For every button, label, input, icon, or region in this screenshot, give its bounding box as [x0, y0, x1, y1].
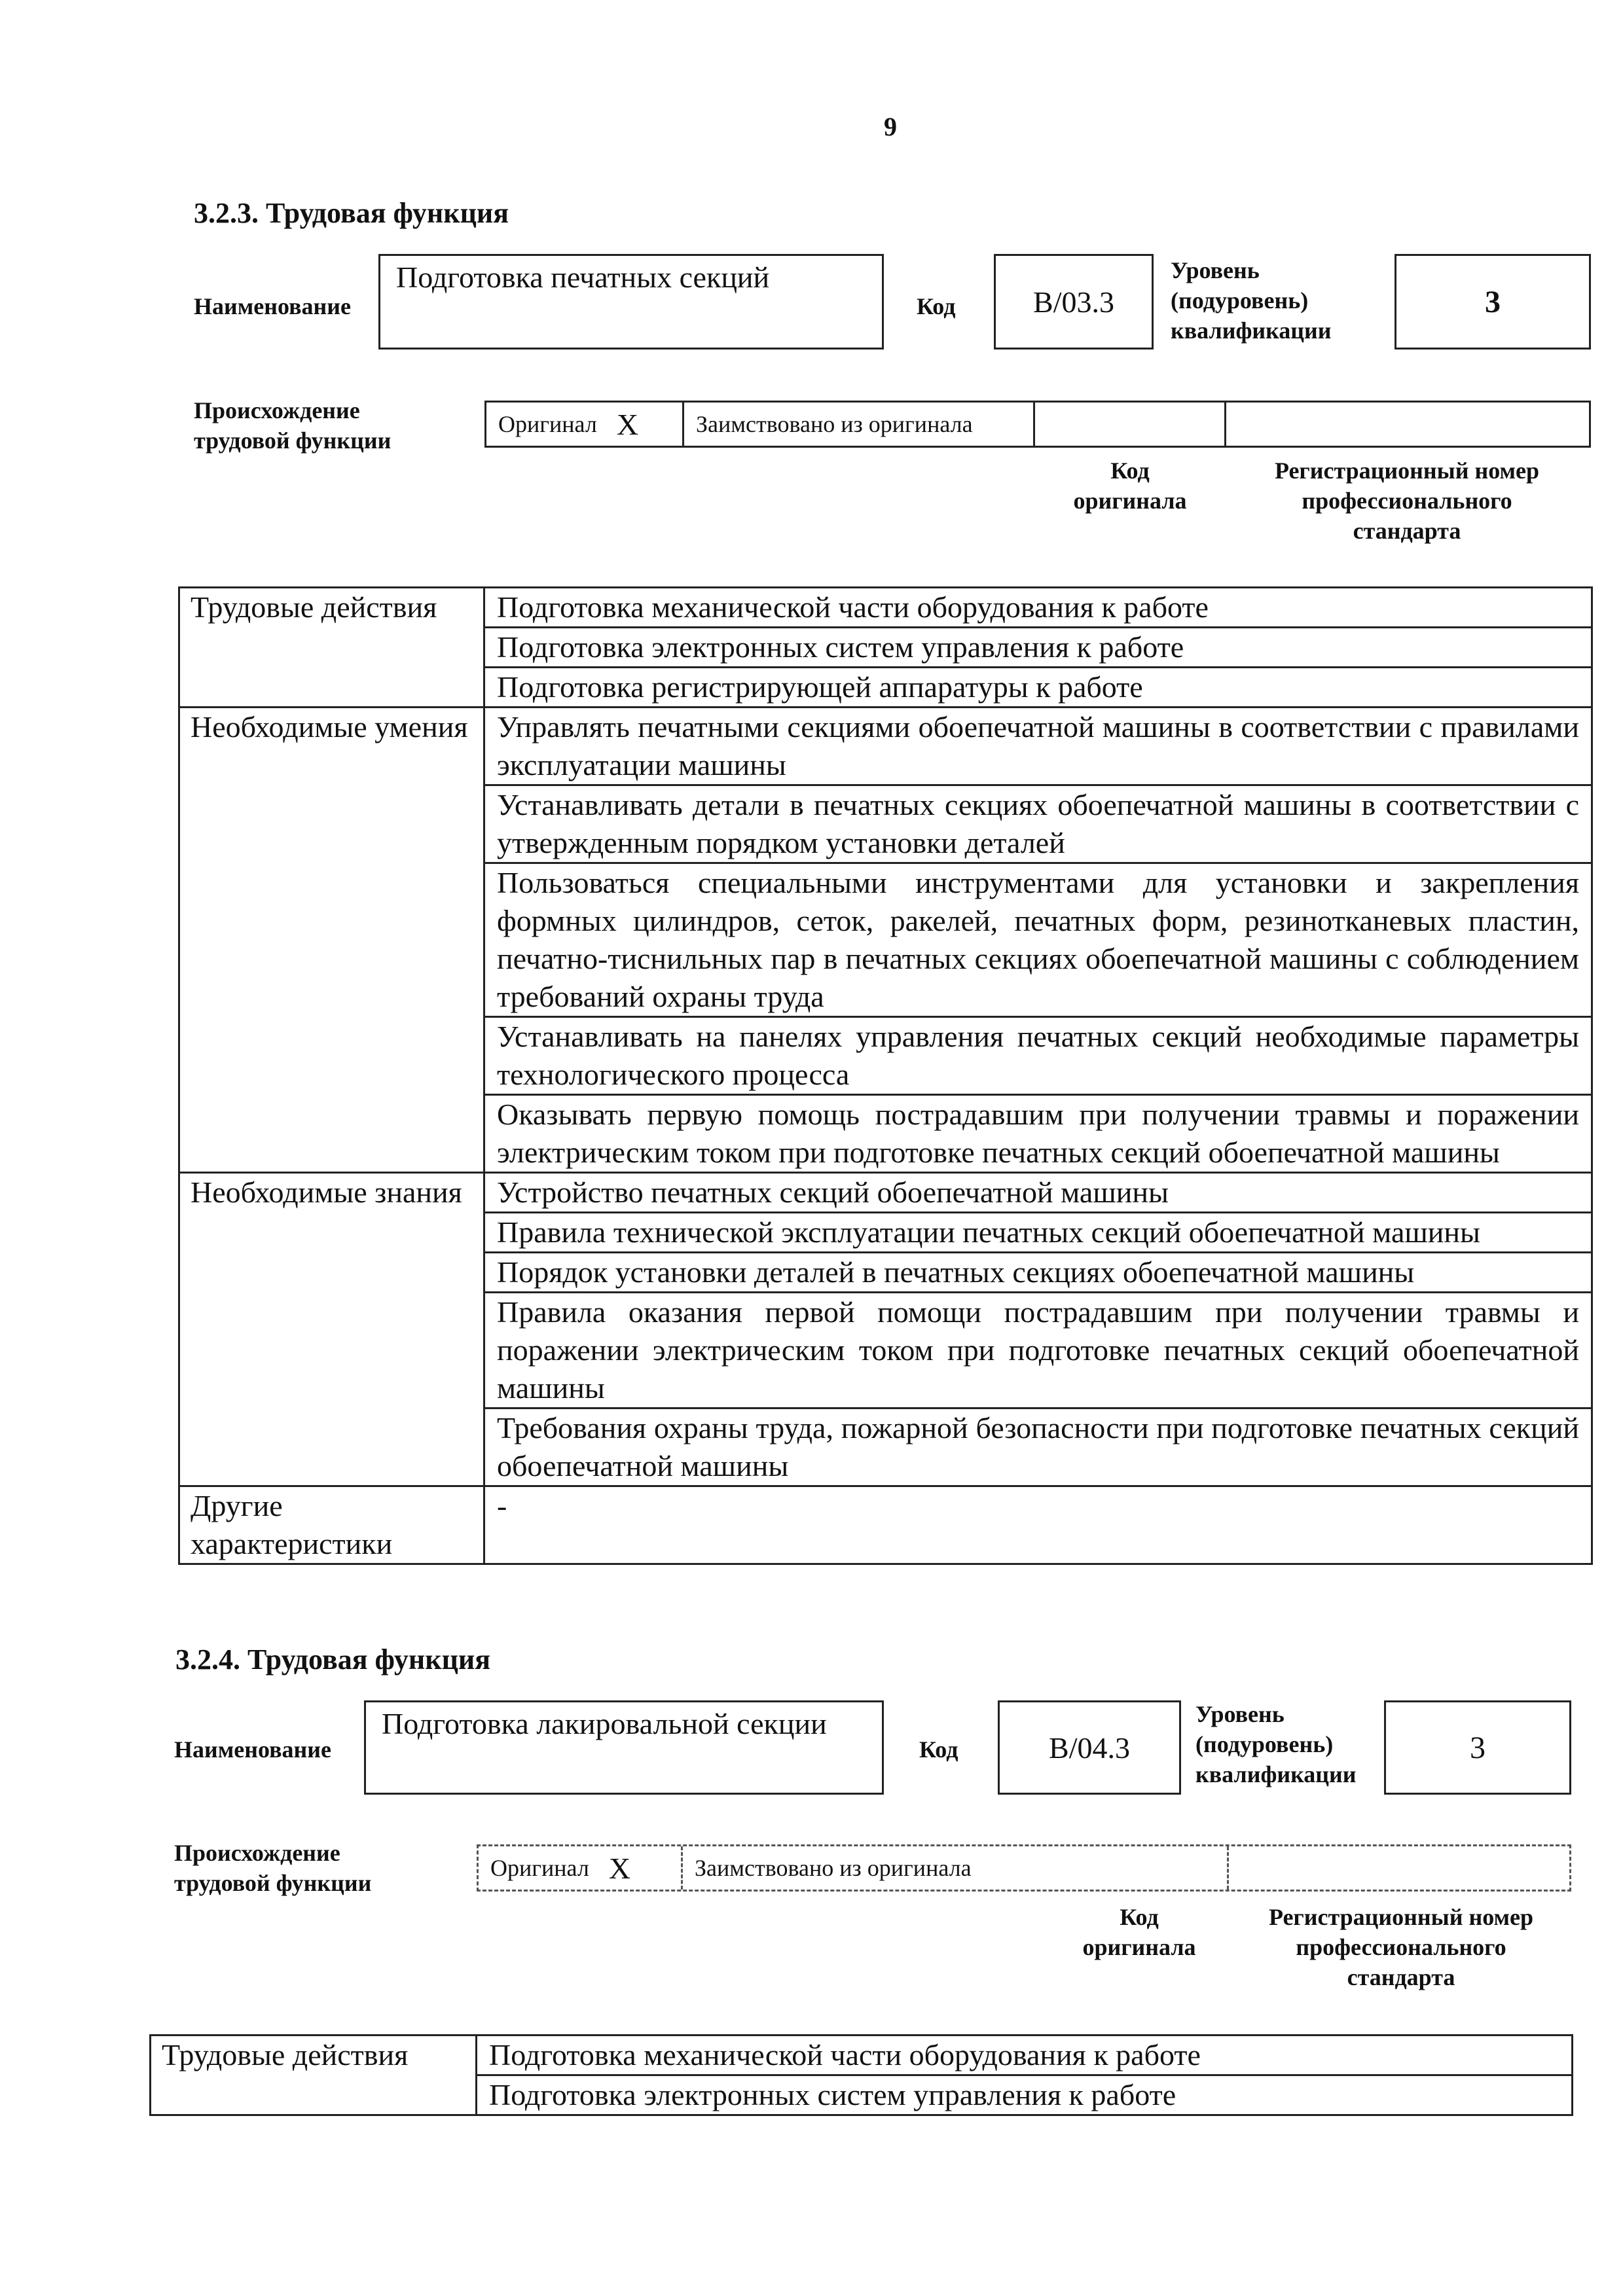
origin-original-cell: Оригинал X: [479, 1846, 683, 1890]
reg-number-caption: Регистрационный номер профессионального стандарта: [1274, 457, 1540, 544]
table-row: Подготовка регистрирующей аппаратуры к работе: [484, 668, 1592, 708]
origin-mark: X: [616, 407, 639, 441]
table-row: Устанавливать детали в печатных секциях обоепечатной машины в соответствии с утвержденным порядком установки деталей: [484, 785, 1592, 863]
table-row: Правила оказания первой помощи пострадавшим при получении травмы и поражении электрическим током при подготовке печатных секций обоепечатной машины: [484, 1293, 1592, 1408]
category-labor-actions: Трудовые действия: [151, 2036, 477, 2115]
origin-label: Происхождение трудовой функции: [194, 397, 392, 454]
name-label: Наименование: [174, 1736, 331, 1763]
table-row: Оказывать первую помощь пострадавшим при получении травмы и поражении электрическим током при подготовке печатных секций обоепечатной машины: [484, 1095, 1592, 1173]
table-row: Подготовка электронных систем управления к работе: [477, 2075, 1573, 2115]
code-label: Код: [919, 1736, 958, 1763]
reg-number-caption: Регистрационный номер профессионального стандарта: [1268, 1904, 1534, 1990]
reg-number-cell: [1229, 1846, 1569, 1890]
level-field: 3: [1395, 254, 1591, 350]
table-row: Управлять печатными секциями обоепечатной машины в соответствии с правилами эксплуатации машины: [484, 708, 1592, 785]
function-name-field: Подготовка лакировальной секции: [364, 1700, 884, 1795]
orig-code-caption: Код оригинала: [1073, 457, 1187, 514]
level-label: Уровень (подуровень) квалификации: [1171, 257, 1332, 344]
code-field: B/04.3: [998, 1700, 1181, 1795]
level-label: Уровень (подуровень) квалификации: [1195, 1701, 1357, 1787]
orig-code-cell: [1035, 403, 1226, 446]
origin-original-cell: Оригинал X: [486, 403, 684, 446]
orig-code-caption: Код оригинала: [1082, 1904, 1196, 1960]
table-row: -: [484, 1486, 1592, 1564]
origin-borrowed-cell: Заимствовано из оригинала: [684, 403, 1035, 446]
category-knowledge: Необходимые знания: [179, 1173, 484, 1486]
name-label: Наименование: [194, 293, 351, 319]
table-row: Пользоваться специальными инструментами для установки и закрепления формных цилиндров, сеток, ракелей, печатных форм, резинотканевых пластин, печатно-тиснильных пар в печатных секциях обоепечатной машины с соблюдением требований охраны труда: [484, 863, 1592, 1017]
reg-number-cell: [1226, 403, 1589, 446]
section-title-3-2-4: 3.2.4. Трудовая функция: [175, 1643, 491, 1676]
table-row: Подготовка механической части оборудования к работе: [484, 588, 1592, 628]
origin-row: [477, 1844, 1571, 1892]
table-row: Подготовка электронных систем управления к работе: [484, 628, 1592, 668]
category-skills: Необходимые умения: [179, 708, 484, 1173]
origin-mark: X: [608, 1851, 631, 1885]
level-field: 3: [1384, 1700, 1571, 1795]
origin-row: [484, 401, 1591, 448]
code-field: B/03.3: [994, 254, 1154, 350]
origin-label: Происхождение трудовой функции: [174, 1840, 372, 1896]
table-row: Порядок установки деталей в печатных секциях обоепечатной машины: [484, 1253, 1592, 1293]
table-row: Требования охраны труда, пожарной безопасности при подготовке печатных секций обоепечатной машины: [484, 1408, 1592, 1486]
origin-borrowed-cell: Заимствовано из оригинала: [683, 1846, 1229, 1890]
spec-table-3-2-3: [178, 586, 1593, 1565]
table-row: Подготовка механической части оборудования к работе: [477, 2036, 1573, 2075]
function-name-field: Подготовка печатных секций: [378, 254, 884, 350]
table-row: Устанавливать на панелях управления печатных секций необходимые параметры технологического процесса: [484, 1017, 1592, 1095]
table-row: Правила технической эксплуатации печатных секций обоепечатной машины: [484, 1213, 1592, 1253]
section-title-3-2-3: 3.2.3. Трудовая функция: [194, 197, 509, 229]
code-label: Код: [917, 293, 956, 319]
category-labor-actions: Трудовые действия: [179, 588, 484, 708]
page-number: 9: [884, 112, 897, 141]
category-other: Другие характеристики: [179, 1486, 484, 1564]
table-row: Устройство печатных секций обоепечатной машины: [484, 1173, 1592, 1213]
spec-table-3-2-4: [149, 2034, 1573, 2116]
